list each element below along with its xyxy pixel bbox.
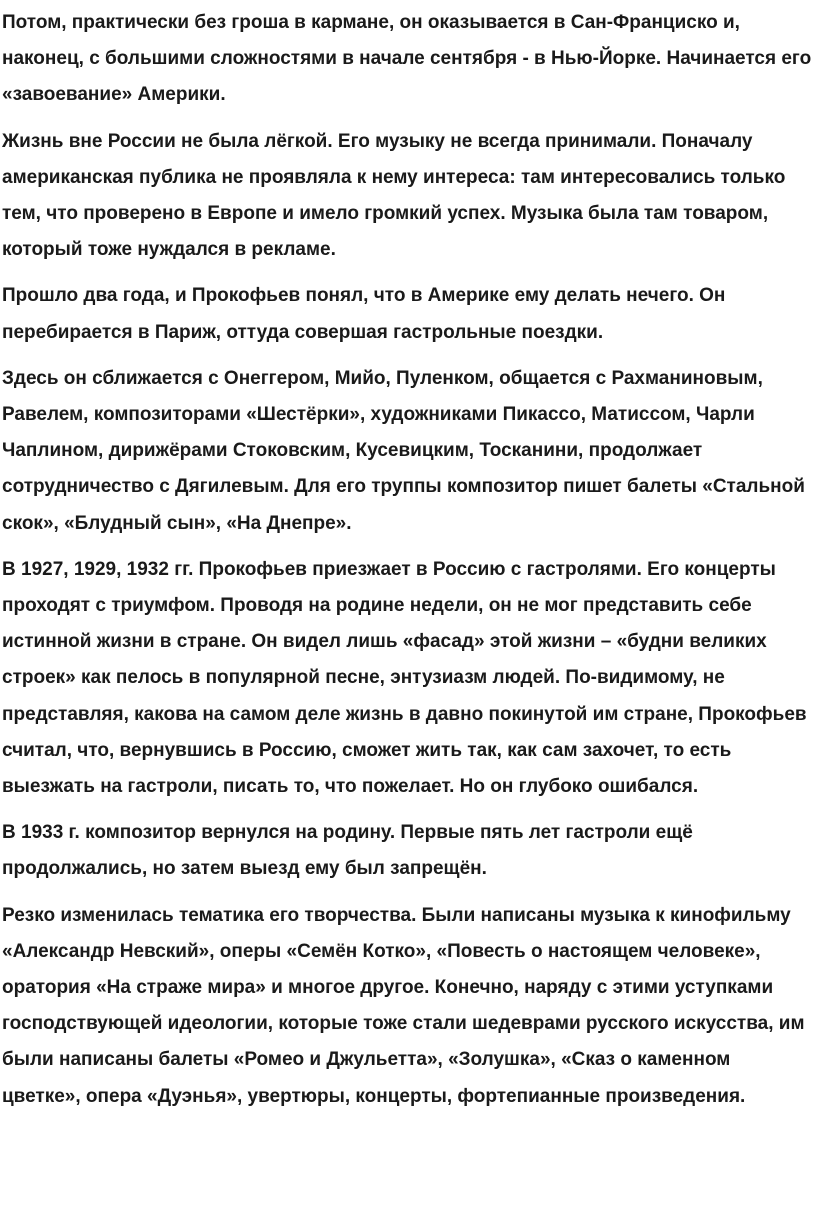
paragraph-1: Потом, практически без гроша в кармане, он оказывается в Сан-Франциско и, наконец, с большими сложностями в начале сентября - в Нью-Йорке. Начинается его «завоевание» Америки.	[2, 12, 812, 106]
paragraph-7: Резко изменилась тематика его творчества. Были написаны музыка к кинофильму «Александр Невский», оперы «Семён Котко», «Повесть о настоящем человеке», оратория «На страже мира» и многое другое. Конечно, наряду с этими уступками господствующей идеологии, которые тоже стали шедеврами русского искусства, им были написаны балеты «Ромео и Джульетта», «Золушка», «Сказ о каменном цветке», опера «Дуэнья», увертюры, концерты, фортепианные произведения.	[2, 904, 805, 1107]
paragraph-4: Здесь он сближается с Онеггером, Мийо, Пуленком, общается с Рахманиновым, Равелем, композиторами «Шестёрки», художниками Пикассо, Матиссом, Чарли Чаплином, дирижёрами Стоковским, Кусевицким, Тосканини, продолжает сотрудничество с Дягилевым. Для его труппы композитор пишет балеты «Стальной скок», «Блудный сын», «На Днепре».	[2, 367, 805, 534]
paragraph-2: Жизнь вне России не была лёгкой. Его музыку не всегда принимали. Поначалу американская публика не проявляла к нему интереса: там интересовались только тем, что проверено в Европе и имело громкий успех. Музыка была там товаром, который тоже нуждался в рекламе.	[2, 130, 786, 261]
paragraph-5: В 1927, 1929, 1932 гг. Прокофьев приезжает в Россию с гастролями. Его концерты проходят с триумфом. Проводя на родине недели, он не мог представить себе истинной жизни в стране. Он видел лишь «фасад» этой жизни – «будни великих строек» как пелось в популярной песне, энтузиазм людей. По-видимому, не представляя, какова на самом деле жизнь в давно покинутой им стране, Прокофьев считал, что, вернувшись в Россию, сможет жить так, как сам захочет, то есть выезжать на гастроли, писать то, что пожелает. Но он глубоко ошибался.	[2, 558, 807, 798]
paragraph-3: Прошло два года, и Прокофьев понял, что в Америке ему делать нечего. Он перебирается в Париж, оттуда совершая гастрольные поездки.	[2, 285, 726, 343]
paragraph-6: В 1933 г. композитор вернулся на родину. Первые пять лет гастроли ещё продолжались, но затем выезд ему был запрещён.	[2, 822, 693, 880]
